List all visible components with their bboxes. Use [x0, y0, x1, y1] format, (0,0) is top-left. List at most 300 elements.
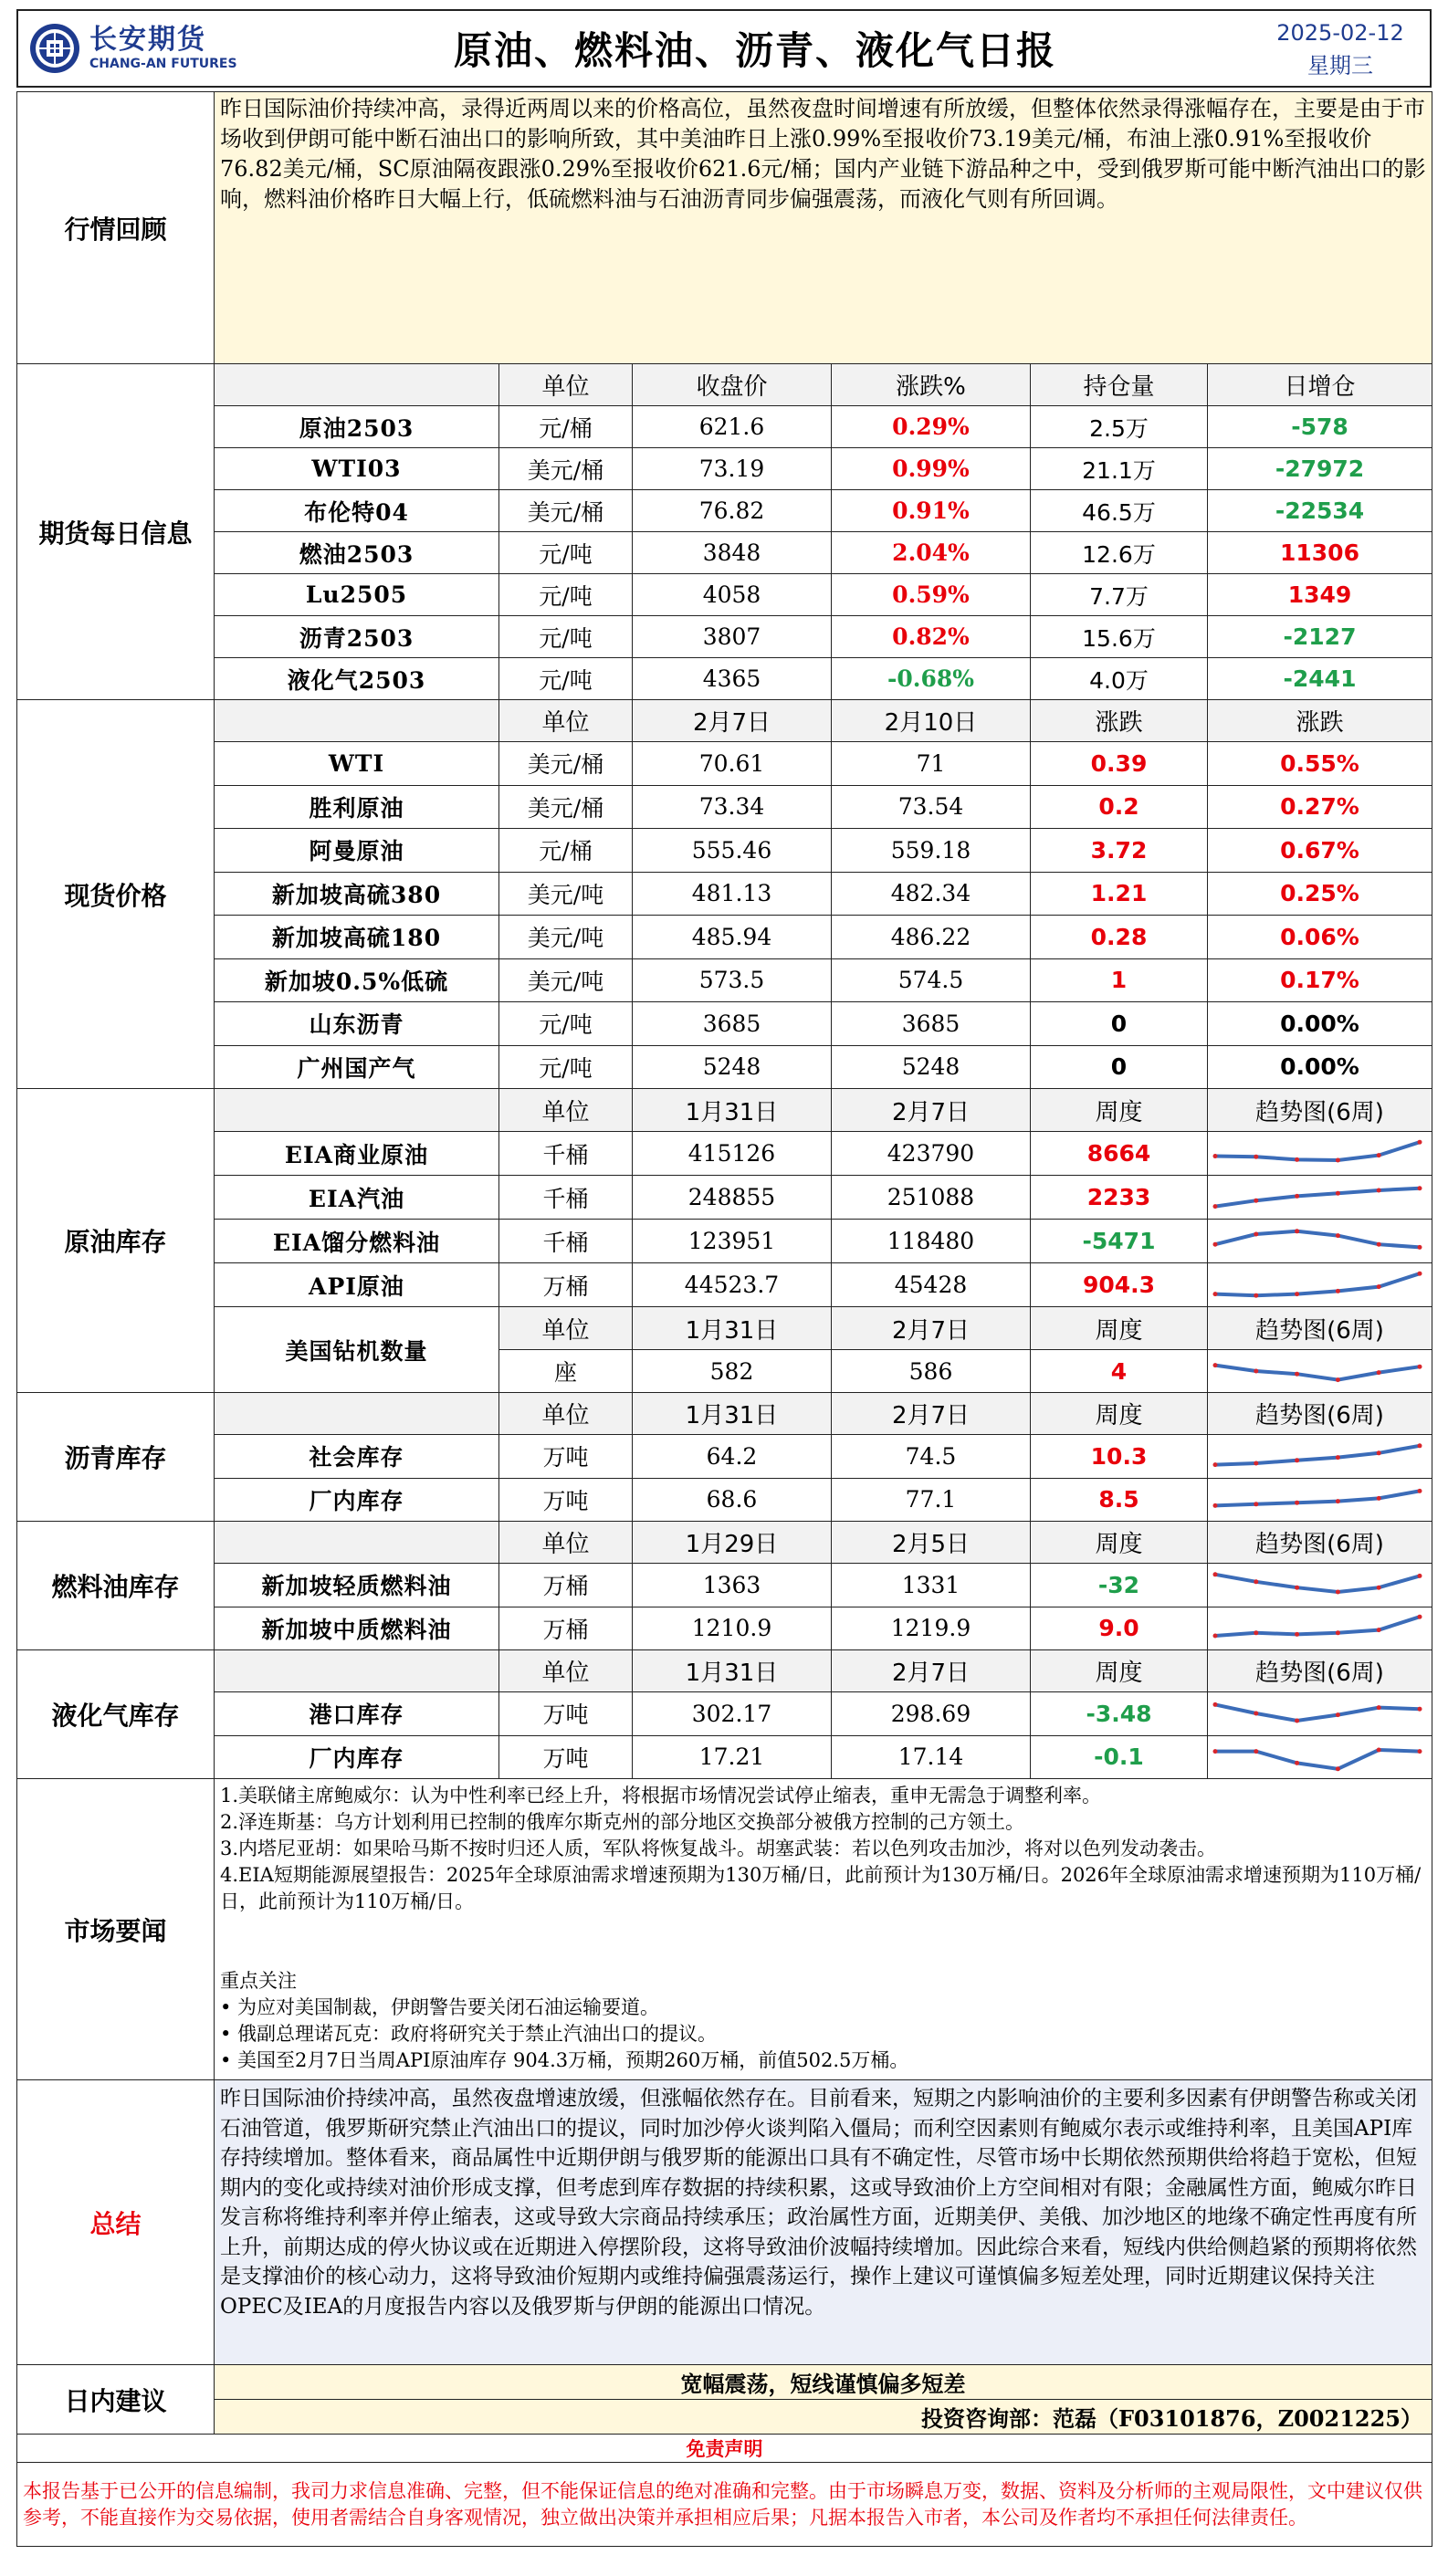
table-row	[17, 1564, 1432, 1607]
inventory-name: 厂内库存	[215, 1478, 499, 1522]
section-label-review: 行情回顾	[17, 92, 215, 364]
change-abs: 0.28	[1031, 916, 1208, 959]
price-prev: 481.13	[633, 872, 832, 916]
table-row	[17, 364, 1432, 406]
open-interest: 12.6万	[1031, 532, 1208, 574]
trend-sparkline	[1208, 1221, 1427, 1262]
column-header: 周度	[1031, 1393, 1208, 1435]
change-pct: 0.55%	[1208, 742, 1432, 786]
change-pct: 0.27%	[1208, 785, 1432, 829]
trend-point	[1336, 1630, 1340, 1635]
trend-point	[1254, 1749, 1258, 1754]
table-row	[17, 1692, 1432, 1736]
value-prev: 68.6	[633, 1478, 832, 1522]
news-spacer	[220, 1915, 1426, 1968]
price-curr: 71	[832, 742, 1031, 786]
value-prev: 302.17	[633, 1692, 832, 1736]
unit: 万桶	[499, 1564, 633, 1607]
trend-point	[1213, 1633, 1218, 1638]
unit: 美元/桶	[499, 785, 633, 829]
trend-sparkline	[1208, 1565, 1427, 1605]
trend-point	[1254, 1231, 1258, 1236]
change-pct: 0.06%	[1208, 916, 1432, 959]
section-label-asphalt-inventory: 沥青库存	[17, 1393, 215, 1522]
unit: 座	[499, 1350, 633, 1393]
table-row	[17, 700, 1432, 742]
value-curr: 45428	[832, 1263, 1031, 1307]
trend-point	[1254, 1461, 1258, 1466]
table-row	[17, 2435, 1432, 2463]
weekly-change: 8664	[1031, 1132, 1208, 1176]
trend-point	[1377, 1747, 1381, 1752]
news-item: 2.泽连斯基：乌方计划利用已控制的俄库尔斯克州的部分地区交换部分被俄方控制的己方领土。	[220, 1811, 1025, 1833]
unit: 元/桶	[499, 406, 633, 448]
weekly-change: 8.5	[1031, 1478, 1208, 1522]
value-curr: 17.14	[832, 1735, 1031, 1779]
summary-text: 昨日国际油价持续冲高，虽然夜盘增速放缓，但涨幅依然存在。目前看来，短期之内影响油价的主要利多因素有伊朗警告称或关闭石油管道，俄罗斯研究禁止汽油出口的提议，同时加沙停火谈判陷入僵局；而利空因素则有鲍威尔表示或维持利率，且美国API库存持续增加。整体看来，商品属性中近期伊朗与俄罗斯的能源出口具有不确定性，尽管市场中长期依然预期供给将趋于宽松，但短期内的变化或持续对油价形成支撑，但考虑到库存数据的持续积累，这或导致油价上方空间相对有限；金融属性方面，鲍威尔昨日发言称将维持利率并停止缩表，这或导致大宗商品持续承压；政治属性方面，近期美伊、美俄、加沙地区的地缘不确定性再度有所上升，前期达成的停火协议或在近期进入停摆阶段，这将导致油价波幅持续增加。因此综合来看，短线内供给侧趋紧的预期将依然是支撑油价的核心动力，这将导致油价短期内或维持偏强震荡运行，操作上建议可谨慎偏多短差处理，同时近期建议保持关注OPEC及IEA的月度报告内容以及俄罗斯与伊朗的能源出口情况。	[215, 2080, 1432, 2365]
unit: 万吨	[499, 1435, 633, 1479]
trend-chart	[1208, 1350, 1432, 1393]
value-curr: 1219.9	[832, 1607, 1031, 1650]
trend-point	[1254, 1580, 1258, 1585]
value-prev: 415126	[633, 1132, 832, 1176]
logo-name-cn: 长安期货	[89, 24, 206, 56]
value-curr: 118480	[832, 1220, 1031, 1263]
change-pct: 0.67%	[1208, 829, 1432, 873]
contract-name: 原油2503	[215, 406, 499, 448]
value-prev: 1363	[633, 1564, 832, 1607]
table-row	[17, 916, 1432, 959]
table-row	[17, 1089, 1432, 1132]
unit: 万吨	[499, 1478, 633, 1522]
price-prev: 573.5	[633, 958, 832, 1002]
change-abs: 0	[1031, 1002, 1208, 1046]
change-pct: 2.04%	[832, 532, 1031, 574]
spot-name: 胜利原油	[215, 785, 499, 829]
close-price: 3848	[633, 532, 832, 574]
trend-sparkline	[1208, 1480, 1427, 1520]
table-row	[17, 785, 1432, 829]
trend-line	[1215, 1705, 1420, 1722]
column-header: 日增仓	[1208, 364, 1432, 406]
value-curr: 298.69	[832, 1692, 1031, 1736]
oi-change: -578	[1208, 406, 1432, 448]
trend-point	[1295, 1719, 1299, 1723]
section-label-spot: 现货价格	[17, 700, 215, 1089]
open-interest: 46.5万	[1031, 490, 1208, 532]
unit: 千桶	[499, 1176, 633, 1220]
trend-point	[1336, 1377, 1340, 1382]
open-interest: 21.1万	[1031, 448, 1208, 490]
trend-point	[1254, 1293, 1258, 1297]
trend-point	[1213, 1292, 1218, 1296]
table-row	[17, 958, 1432, 1002]
column-header: 1月31日	[633, 1393, 832, 1435]
logo-emblem-icon	[27, 21, 82, 76]
table-row	[17, 1393, 1432, 1435]
contract-name: 布伦特04	[215, 490, 499, 532]
inventory-name: 新加坡轻质燃料油	[215, 1564, 499, 1607]
trend-point	[1295, 1372, 1299, 1377]
close-price: 76.82	[633, 490, 832, 532]
table-row	[17, 574, 1432, 616]
column-header: 2月7日	[832, 1393, 1031, 1435]
column-header: 单位	[499, 1089, 633, 1132]
table-row	[17, 406, 1432, 448]
weekly-change: -32	[1031, 1564, 1208, 1607]
trend-sparkline	[1208, 1436, 1427, 1476]
price-curr: 3685	[832, 1002, 1031, 1046]
column-header: 趋势图(6周)	[1208, 1650, 1432, 1692]
change-pct: -0.68%	[832, 658, 1031, 700]
trend-point	[1336, 1157, 1340, 1162]
trend-chart	[1208, 1220, 1432, 1263]
trend-point	[1418, 1139, 1422, 1144]
news-item: 4.EIA短期能源展望报告：2025年全球原油需求增速预期为130万桶/日，此前预计为130万桶/日。2026年全球原油需求增速预期为110万桶/日，此前预计为110万桶/日。	[220, 1864, 1422, 1912]
unit: 美元/吨	[499, 916, 633, 959]
trend-point	[1418, 1444, 1422, 1449]
open-interest: 7.7万	[1031, 574, 1208, 616]
trend-chart	[1208, 1263, 1432, 1307]
trend-sparkline	[1208, 1693, 1427, 1733]
trend-point	[1377, 1451, 1381, 1456]
column-header: 2月7日	[633, 700, 832, 742]
trend-point	[1336, 1712, 1340, 1717]
table-row	[17, 532, 1432, 574]
focus-item: • 为应对美国制裁，伊朗警告要关闭石油运输要道。	[220, 1996, 660, 2018]
oi-change: -2441	[1208, 658, 1432, 700]
value-prev: 582	[633, 1350, 832, 1393]
trend-point	[1254, 1712, 1258, 1716]
unit: 美元/吨	[499, 872, 633, 916]
price-curr: 574.5	[832, 958, 1031, 1002]
change-abs: 1	[1031, 958, 1208, 1002]
column-header: 趋势图(6周)	[1208, 1522, 1432, 1564]
column-header: 周度	[1031, 1089, 1208, 1132]
inventory-name: 新加坡中质燃料油	[215, 1607, 499, 1650]
trend-line	[1215, 1491, 1420, 1505]
trend-point	[1295, 1761, 1299, 1765]
spot-name: 新加坡高硫180	[215, 916, 499, 959]
change-abs: 0	[1031, 1045, 1208, 1089]
disclaimer-title: 免责声明	[17, 2435, 1432, 2463]
trend-line	[1215, 1575, 1420, 1592]
table-row	[17, 1435, 1432, 1479]
table-row	[17, 92, 1432, 364]
contract-name: 燃油2503	[215, 532, 499, 574]
trend-point	[1336, 1766, 1340, 1771]
unit: 万吨	[499, 1692, 633, 1736]
trend-sparkline	[1208, 1134, 1427, 1174]
table-row	[17, 1002, 1432, 1046]
table-row	[17, 1220, 1432, 1263]
header-blank	[215, 1522, 499, 1564]
inventory-name: EIA馏分燃料油	[215, 1220, 499, 1263]
focus-item: • 美国至2月7日当周API原油库存 904.3万桶，预期260万桶，前值502.5万桶。	[220, 2049, 909, 2071]
focus-item: • 俄副总理诺瓦克：政府将研究关于禁止汽油出口的提议。	[220, 2023, 718, 2045]
trend-chart	[1208, 1435, 1432, 1479]
column-header: 单位	[499, 364, 633, 406]
table-row	[17, 1607, 1432, 1650]
inventory-name: EIA汽油	[215, 1176, 499, 1220]
trend-sparkline	[1208, 1737, 1427, 1777]
trend-point	[1295, 1157, 1299, 1161]
trend-point	[1377, 1284, 1381, 1289]
trend-point	[1377, 1153, 1381, 1157]
spot-name: 新加坡0.5%低硫	[215, 958, 499, 1002]
value-prev: 248855	[633, 1176, 832, 1220]
price-prev: 485.94	[633, 916, 832, 959]
table-row	[17, 1478, 1432, 1522]
change-pct: 0.25%	[1208, 872, 1432, 916]
review-text: 昨日国际油价持续冲高，录得近两周以来的价格高位，虽然夜盘时间增速有所放缓，但整体依然录得涨幅存在，主要是由于市场收到伊朗可能中断石油出口的影响所致，其中美油昨日上涨0.99%至报收价73.19美元/桶，布油上涨0.91%至报收价76.82美元/桶，SC原油隔夜跟涨0.29%至报收价621.6元/桶；国内产业链下游品种之中，受到俄罗斯可能中断汽油出口的影响，燃料油价格昨日大幅上行，低硫燃料油与石油沥青同步偏强震荡，而液化气则有所回调。	[215, 92, 1432, 364]
table-row	[17, 2365, 1432, 2400]
weekly-change: 4	[1031, 1350, 1208, 1393]
focus-title: 重点关注	[220, 1970, 297, 1992]
report	[16, 9, 1432, 2547]
unit: 万吨	[499, 1735, 633, 1779]
open-interest: 15.6万	[1031, 616, 1208, 658]
price-curr: 73.54	[832, 785, 1031, 829]
open-interest: 2.5万	[1031, 406, 1208, 448]
table-row	[17, 1522, 1432, 1564]
table-row	[17, 1735, 1432, 1779]
close-price: 3807	[633, 616, 832, 658]
table-row	[17, 490, 1432, 532]
weekly-change: 10.3	[1031, 1435, 1208, 1479]
spot-name: 山东沥青	[215, 1002, 499, 1046]
unit: 千桶	[499, 1132, 633, 1176]
unit: 万桶	[499, 1607, 633, 1650]
value-curr: 423790	[832, 1132, 1031, 1176]
value-prev: 1210.9	[633, 1607, 832, 1650]
unit: 元/吨	[499, 1002, 633, 1046]
column-header: 周度	[1031, 1650, 1208, 1692]
trend-point	[1418, 1271, 1422, 1275]
table-row	[17, 1045, 1432, 1089]
value-prev: 44523.7	[633, 1263, 832, 1307]
value-curr: 77.1	[832, 1478, 1031, 1522]
section-label-fuel-inventory: 燃料油库存	[17, 1522, 215, 1650]
report-weekday: 星期三	[1307, 53, 1373, 79]
trend-point	[1254, 1630, 1258, 1635]
rig-count-name: 美国钻机数量	[215, 1307, 499, 1393]
close-price: 4058	[633, 574, 832, 616]
trend-point	[1418, 1489, 1422, 1493]
column-header: 涨跌%	[832, 364, 1031, 406]
trend-point	[1213, 1241, 1218, 1246]
weekly-change: -5471	[1031, 1220, 1208, 1263]
column-header: 2月7日	[832, 1307, 1031, 1350]
trend-point	[1213, 1462, 1218, 1467]
table-row	[17, 1307, 1432, 1350]
change-pct: 0.17%	[1208, 958, 1432, 1002]
advisor-credit: 投资咨询部：范磊（F03101876，Z0021225）	[215, 2400, 1432, 2435]
change-pct: 0.91%	[832, 490, 1031, 532]
close-price: 73.19	[633, 448, 832, 490]
price-curr: 482.34	[832, 872, 1031, 916]
price-curr: 486.22	[832, 916, 1031, 959]
trend-point	[1295, 1459, 1299, 1463]
column-header: 趋势图(6周)	[1208, 1307, 1432, 1350]
unit: 元/吨	[499, 1045, 633, 1089]
column-header: 趋势图(6周)	[1208, 1393, 1432, 1435]
column-header: 单位	[499, 1307, 633, 1350]
header-blank	[215, 1650, 499, 1692]
trend-sparkline	[1208, 1265, 1427, 1305]
table-row	[17, 448, 1432, 490]
table-row	[17, 2400, 1432, 2435]
trend-point	[1336, 1590, 1340, 1595]
trend-line	[1215, 1617, 1420, 1636]
trend-point	[1336, 1499, 1340, 1503]
table-row	[17, 2080, 1432, 2365]
trend-point	[1213, 1154, 1218, 1158]
table-row	[17, 1132, 1432, 1176]
change-pct: 0.29%	[832, 406, 1031, 448]
table-row	[17, 742, 1432, 786]
section-label-futures: 期货每日信息	[17, 364, 215, 700]
column-header: 2月7日	[832, 1089, 1031, 1132]
close-price: 621.6	[633, 406, 832, 448]
trend-point	[1377, 1705, 1381, 1710]
value-curr: 586	[832, 1350, 1031, 1393]
trend-line	[1215, 1366, 1420, 1380]
column-header: 1月29日	[633, 1522, 832, 1564]
price-prev: 70.61	[633, 742, 832, 786]
trend-chart	[1208, 1478, 1432, 1522]
column-header: 趋势图(6周)	[1208, 1089, 1432, 1132]
news-item: 1.美联储主席鲍威尔：认为中性利率已经上升，将根据市场情况尝试停止缩表，重申无需急于调整利率。	[220, 1785, 1102, 1806]
spot-name: 阿曼原油	[215, 829, 499, 873]
change-pct: 0.82%	[832, 616, 1031, 658]
column-header: 2月10日	[832, 700, 1031, 742]
report-date: 2025-02-12	[1276, 20, 1404, 46]
column-header: 周度	[1031, 1307, 1208, 1350]
table-row	[17, 658, 1432, 700]
trend-point	[1295, 1632, 1299, 1637]
contract-name: Lu2505	[215, 574, 499, 616]
oi-change: 11306	[1208, 532, 1432, 574]
disclaimer-text: 本报告基于已公开的信息编制，我司力求信息准确、完整，但不能保证信息的绝对准确和完整。由于市场瞬息万变，数据、资料及分析师的主观局限性，文中建议仅供参考，不能直接作为交易依据，使用者需结合自身客观情况，独立做出决策并承担相应后果；凡据本报告入市者，本公司及作者均不承担任何法律责任。	[17, 2463, 1432, 2547]
trend-point	[1213, 1749, 1218, 1754]
oi-change: 1349	[1208, 574, 1432, 616]
header-blank	[215, 1089, 499, 1132]
weekly-change: 9.0	[1031, 1607, 1208, 1650]
column-header: 单位	[499, 1393, 633, 1435]
close-price: 4365	[633, 658, 832, 700]
unit: 美元/桶	[499, 448, 633, 490]
price-prev: 3685	[633, 1002, 832, 1046]
price-prev: 73.34	[633, 785, 832, 829]
trend-point	[1418, 1749, 1422, 1754]
weekly-change: -3.48	[1031, 1692, 1208, 1736]
table-row	[17, 872, 1432, 916]
trend-point	[1213, 1573, 1218, 1577]
trend-line	[1215, 1230, 1420, 1247]
column-header: 1月31日	[633, 1089, 832, 1132]
trend-point	[1418, 1707, 1422, 1712]
unit: 美元/吨	[499, 958, 633, 1002]
open-interest: 4.0万	[1031, 658, 1208, 700]
column-header: 1月31日	[633, 1650, 832, 1692]
trend-point	[1213, 1702, 1218, 1707]
unit: 美元/桶	[499, 742, 633, 786]
trend-point	[1336, 1288, 1340, 1293]
inventory-name: API原油	[215, 1263, 499, 1307]
change-pct: 0.00%	[1208, 1002, 1432, 1046]
report-header	[16, 9, 1432, 88]
oi-change: -22534	[1208, 490, 1432, 532]
header-blank	[215, 364, 499, 406]
price-curr: 5248	[832, 1045, 1031, 1089]
trend-chart	[1208, 1176, 1432, 1220]
trend-point	[1336, 1233, 1340, 1238]
column-header: 涨跌	[1208, 700, 1432, 742]
column-header: 单位	[499, 700, 633, 742]
unit: 千桶	[499, 1220, 633, 1263]
section-label-summary: 总结	[17, 2080, 215, 2365]
trend-point	[1377, 1188, 1381, 1192]
trend-line	[1215, 1188, 1420, 1206]
news-item: 3.内塔尼亚胡：如果哈马斯不按时归还人质，军队将恢复战斗。胡塞武装：若以色列攻击加沙，将对以色列发动袭击。	[220, 1838, 1217, 1859]
market-news	[215, 1779, 1432, 2080]
intraday-advice: 宽幅震荡，短线谨慎偏多短差	[215, 2365, 1432, 2400]
contract-name: 液化气2503	[215, 658, 499, 700]
change-abs: 0.2	[1031, 785, 1208, 829]
trend-point	[1295, 1500, 1299, 1504]
trend-sparkline	[1208, 1608, 1427, 1649]
column-header: 1月31日	[633, 1307, 832, 1350]
trend-line	[1215, 1273, 1420, 1295]
trend-point	[1418, 1365, 1422, 1369]
trend-point	[1418, 1244, 1422, 1249]
trend-point	[1295, 1229, 1299, 1233]
trend-point	[1254, 1369, 1258, 1374]
unit: 元/吨	[499, 574, 633, 616]
table-row	[17, 1779, 1432, 2080]
weekly-change: -0.1	[1031, 1735, 1208, 1779]
trend-line	[1215, 1750, 1420, 1769]
trend-point	[1377, 1628, 1381, 1632]
oi-change: -27972	[1208, 448, 1432, 490]
unit: 万桶	[499, 1263, 633, 1307]
inventory-name: 厂内库存	[215, 1735, 499, 1779]
contract-name: 沥青2503	[215, 616, 499, 658]
value-curr: 1331	[832, 1564, 1031, 1607]
contract-name: WTI03	[215, 448, 499, 490]
spot-name: 广州国产气	[215, 1045, 499, 1089]
trend-chart	[1208, 1132, 1432, 1176]
trend-point	[1213, 1204, 1218, 1209]
weekly-change: 904.3	[1031, 1263, 1208, 1307]
trend-point	[1418, 1574, 1422, 1578]
price-prev: 5248	[633, 1045, 832, 1089]
trend-sparkline	[1208, 1178, 1427, 1218]
value-prev: 123951	[633, 1220, 832, 1263]
value-prev: 64.2	[633, 1435, 832, 1479]
trend-point	[1336, 1190, 1340, 1195]
trend-chart	[1208, 1735, 1432, 1779]
change-pct: 0.59%	[832, 574, 1031, 616]
header-blank	[215, 1393, 499, 1435]
trend-point	[1377, 1496, 1381, 1501]
trend-point	[1377, 1586, 1381, 1590]
table-row	[17, 1650, 1432, 1692]
header-blank	[215, 700, 499, 742]
change-abs: 1.21	[1031, 872, 1208, 916]
price-curr: 559.18	[832, 829, 1031, 873]
